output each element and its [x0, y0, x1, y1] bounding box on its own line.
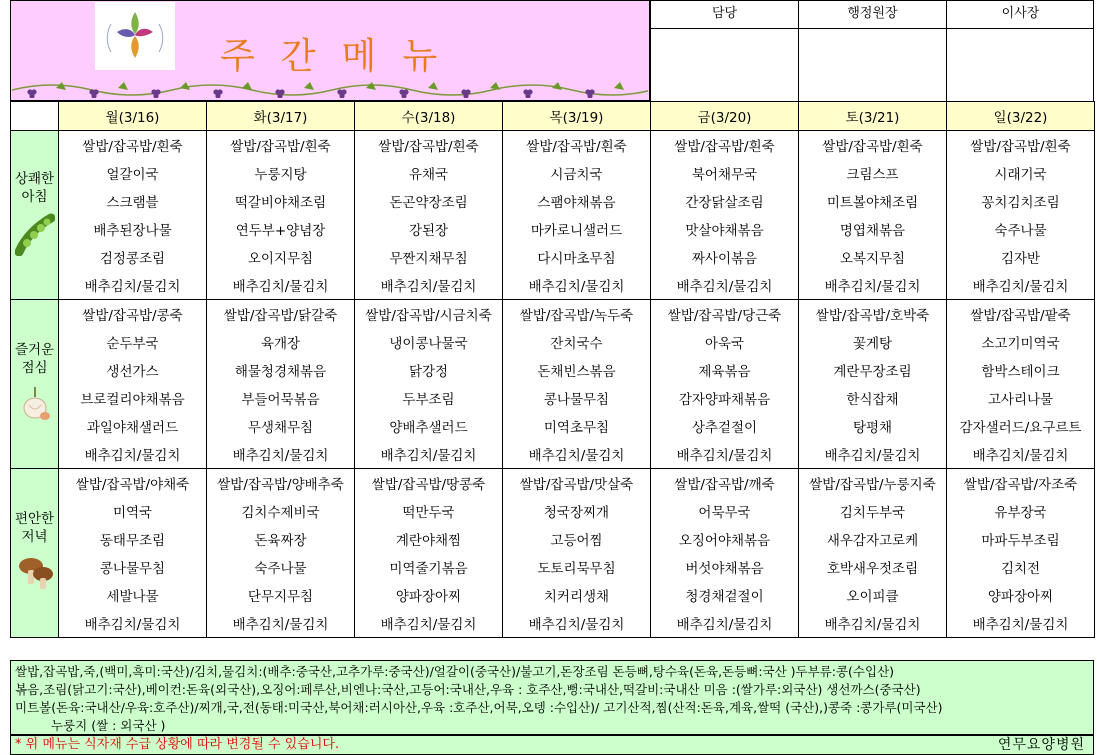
menu-cell: 배추김치/물김치: [503, 271, 651, 300]
menu-cell: 양파장아찌: [355, 581, 503, 609]
menu-cell: 시금치국: [503, 159, 651, 187]
approval-director-label: 이사장: [946, 1, 1094, 29]
notice-text: * 위 메뉴는 식자재 수급 상황에 따라 변경될 수 있습니다.: [15, 737, 340, 752]
menu-cell: 청국장찌개: [503, 497, 651, 525]
menu-cell: 쌀밥/잡곡밥/흰죽: [799, 131, 947, 160]
menu-cell: 마파두부조림: [947, 525, 1095, 553]
menu-cell: 감자샐러드/요구르트: [947, 412, 1095, 440]
menu-cell: 두부조림: [355, 384, 503, 412]
meal-label-text: 상쾌한: [14, 170, 55, 187]
menu-cell: 과일야채샐러드: [59, 412, 207, 440]
menu-cell: 스팸야채볶음: [503, 187, 651, 215]
menu-cell: 꽃게탕: [799, 328, 947, 356]
menu-cell: 시래기국: [947, 159, 1095, 187]
menu-cell: 유부장국: [947, 497, 1095, 525]
menu-cell: 버섯야채볶음: [651, 553, 799, 581]
menu-cell: 꽁치김치조림: [947, 187, 1095, 215]
menu-cell: 동태무조림: [59, 525, 207, 553]
menu-cell: 세발나물: [59, 581, 207, 609]
menu-cell: 배추김치/물김치: [947, 271, 1095, 300]
origin-line: 미트볼(돈육:국내산/우육:호주산)/찌개,국,전(동태:미국산,북어채:러시아산,우육 :호주산,어묵,오뎅 :수입산)/ 고기산적,찜(산적:돈육,계육,쌀떡 (국산),)콩죽 :콩가루(미국산): [15, 700, 943, 715]
menu-cell: 오징어야채볶음: [651, 525, 799, 553]
meal-label: [11, 300, 59, 469]
menu-cell: 단무지무침: [207, 581, 355, 609]
menu-cell: 제육볶음: [651, 356, 799, 384]
menu-cell: 생선가스: [59, 356, 207, 384]
menu-cell: 쌀밥/잡곡밥/야채죽: [59, 469, 207, 498]
menu-cell: 쌀밥/잡곡밥/팥죽: [947, 300, 1095, 329]
origin-line: 쌀밥,잡곡밥,죽,(백미,흑미:국산)/김치,물김치:(배추:중국산,고추가루:중국산)/얼갈이(중국산)/불고기,돈장조림 돈등뼈,탕수육(돈육,돈등뼈:국산 )두부류:콩(수입산): [15, 664, 895, 679]
menu-cell: 쌀밥/잡곡밥/흰죽: [59, 131, 207, 160]
menu-cell: 한식잡채: [799, 384, 947, 412]
menu-cell: 계란야채찜: [355, 525, 503, 553]
menu-cell: 스크램블: [59, 187, 207, 215]
menu-cell: 명엽채볶음: [799, 215, 947, 243]
menu-cell: 쌀밥/잡곡밥/당근죽: [651, 300, 799, 329]
menu-cell: 고사리나물: [947, 384, 1095, 412]
menu-cell: 돈육짜장: [207, 525, 355, 553]
weekly-menu-table: [10, 101, 1095, 638]
day-header: 일(3/22): [947, 102, 1095, 131]
menu-cell: 배추김치/물김치: [207, 609, 355, 638]
menu-cell: 부들어묵볶음: [207, 384, 355, 412]
menu-cell: 배추김치/물김치: [207, 271, 355, 300]
page-title: 주간메뉴: [220, 36, 464, 77]
menu-cell: 미역줄기볶음: [355, 553, 503, 581]
approval-admin-label: 행정원장: [798, 1, 946, 29]
menu-cell: 미트볼야채조림: [799, 187, 947, 215]
approval-admin-sign[interactable]: [798, 29, 946, 102]
menu-cell: 쌀밥/잡곡밥/호박죽: [799, 300, 947, 329]
corner-cell: [11, 102, 59, 131]
menu-cell: 새우감자고로케: [799, 525, 947, 553]
menu-cell: 양배추샐러드: [355, 412, 503, 440]
approval-manager-sign[interactable]: [650, 29, 798, 102]
menu-cell: 배추김치/물김치: [947, 609, 1095, 638]
menu-cell: 해물청경채볶음: [207, 356, 355, 384]
notice-bar: [10, 735, 1094, 755]
flower-logo-icon: [95, 2, 175, 70]
menu-cell: 김치수제비국: [207, 497, 355, 525]
menu-cell: 유채국: [355, 159, 503, 187]
menu-cell: 다시마초무침: [503, 243, 651, 271]
hospital-name: 연무요양병원: [997, 737, 1085, 753]
menu-cell: 숙주나물: [207, 553, 355, 581]
menu-cell: 크림스프: [799, 159, 947, 187]
menu-cell: 고등어찜: [503, 525, 651, 553]
day-header: 목(3/19): [503, 102, 651, 131]
menu-cell: 순두부국: [59, 328, 207, 356]
menu-cell: 냉이콩나물국: [355, 328, 503, 356]
menu-cell: 연두부+양념장: [207, 215, 355, 243]
menu-cell: 누룽지탕: [207, 159, 355, 187]
menu-cell: 콩나물무침: [59, 553, 207, 581]
menu-cell: 얼갈이국: [59, 159, 207, 187]
menu-cell: 북어채무국: [651, 159, 799, 187]
menu-cell: 오이지무침: [207, 243, 355, 271]
menu-cell: 호박새우젓조림: [799, 553, 947, 581]
menu-cell: 계란무장조림: [799, 356, 947, 384]
menu-cell: 브로컬리야채볶음: [59, 384, 207, 412]
menu-cell: 배추김치/물김치: [651, 440, 799, 469]
menu-cell: 치커리생채: [503, 581, 651, 609]
menu-cell: 배추김치/물김치: [59, 271, 207, 300]
menu-cell: 배추김치/물김치: [355, 271, 503, 300]
menu-cell: 무생채무침: [207, 412, 355, 440]
menu-cell: 쌀밥/잡곡밥/콩죽: [59, 300, 207, 329]
menu-cell: 도토리묵무침: [503, 553, 651, 581]
day-header: 월(3/16): [59, 102, 207, 131]
menu-cell: 배추김치/물김치: [355, 609, 503, 638]
menu-cell: 돈채빈스볶음: [503, 356, 651, 384]
menu-cell: 배추김치/물김치: [947, 440, 1095, 469]
menu-cell: 육개장: [207, 328, 355, 356]
menu-cell: 쌀밥/잡곡밥/깨죽: [651, 469, 799, 498]
menu-cell: 잔치국수: [503, 328, 651, 356]
menu-cell: 배추된장나물: [59, 215, 207, 243]
menu-cell: 오이피클: [799, 581, 947, 609]
garlic-icon: [11, 383, 58, 428]
menu-cell: 검정콩조림: [59, 243, 207, 271]
day-header: 토(3/21): [799, 102, 947, 131]
menu-cell: 감자양파채볶음: [651, 384, 799, 412]
menu-cell: 간장닭살조림: [651, 187, 799, 215]
menu-cell: 배추김치/물김치: [503, 609, 651, 638]
menu-cell: 쌀밥/잡곡밥/자조죽: [947, 469, 1095, 498]
vine-decoration: [12, 72, 648, 98]
menu-cell: 쌀밥/잡곡밥/흰죽: [651, 131, 799, 160]
menu-cell: 미역국: [59, 497, 207, 525]
menu-cell: 배추김치/물김치: [355, 440, 503, 469]
menu-cell: 김자반: [947, 243, 1095, 271]
meal-label: [11, 131, 59, 300]
day-header: 화(3/17): [207, 102, 355, 131]
menu-cell: 김치두부국: [799, 497, 947, 525]
origin-info: [10, 660, 1094, 735]
menu-cell: 김치전: [947, 553, 1095, 581]
menu-cell: 강된장: [355, 215, 503, 243]
menu-cell: 오복지무침: [799, 243, 947, 271]
menu-cell: 배추김치/물김치: [799, 271, 947, 300]
menu-cell: 숙주나물: [947, 215, 1095, 243]
menu-cell: 소고기미역국: [947, 328, 1095, 356]
hospital-logo: [95, 2, 175, 70]
menu-cell: 함박스테이크: [947, 356, 1095, 384]
menu-cell: 배추김치/물김치: [59, 440, 207, 469]
menu-cell: 콩나물무침: [503, 384, 651, 412]
approval-box: [650, 0, 1094, 101]
meal-label-text: 아침: [21, 188, 48, 205]
menu-cell: 배추김치/물김치: [503, 440, 651, 469]
menu-cell: 쌀밥/잡곡밥/흰죽: [503, 131, 651, 160]
menu-cell: 배추김치/물김치: [651, 609, 799, 638]
menu-cell: 떡갈비야채조림: [207, 187, 355, 215]
approval-director-sign[interactable]: [946, 29, 1094, 102]
menu-cell: 마카로니샐러드: [503, 215, 651, 243]
menu-cell: 쌀밥/잡곡밥/양배추죽: [207, 469, 355, 498]
menu-cell: 쌀밥/잡곡밥/흰죽: [207, 131, 355, 160]
menu-cell: 쌀밥/잡곡밥/흰죽: [355, 131, 503, 160]
menu-cell: 배추김치/물김치: [207, 440, 355, 469]
menu-cell: 쌀밥/잡곡밥/녹두죽: [503, 300, 651, 329]
menu-cell: 배추김치/물김치: [799, 440, 947, 469]
menu-cell: 짜사이볶음: [651, 243, 799, 271]
peapod-icon: [11, 212, 58, 261]
origin-line: 누룽지 (쌀 : 외국산 ): [51, 718, 166, 733]
menu-cell: 떡만두국: [355, 497, 503, 525]
menu-cell: 돈곤약장조림: [355, 187, 503, 215]
grape-vine-icon: [12, 72, 648, 98]
menu-cell: 배추김치/물김치: [651, 271, 799, 300]
menu-cell: 배추김치/물김치: [799, 609, 947, 638]
meal-label: [11, 469, 59, 638]
menu-cell: 청경채겉절이: [651, 581, 799, 609]
meal-label-text: 편안한: [14, 510, 55, 527]
menu-cell: 무짠지채무침: [355, 243, 503, 271]
day-header: 금(3/20): [651, 102, 799, 131]
menu-cell: 아욱국: [651, 328, 799, 356]
menu-cell: 상추겉절이: [651, 412, 799, 440]
menu-cell: 쌀밥/잡곡밥/시금치죽: [355, 300, 503, 329]
origin-line: 볶음,조림(닭고기:국산),베이컨:돈육(외국산),오징어:페루산,비엔나:국산,고등어:국내산,우육 : 호주산,뻥:국내산,떡갈비:국내산 미음 :(쌀가루:외국산) 생선까스(중국산): [15, 682, 921, 697]
menu-cell: 탕평채: [799, 412, 947, 440]
menu-cell: 배추김치/물김치: [59, 609, 207, 638]
meal-label-text: 저녁: [21, 528, 48, 545]
day-header: 수(3/18): [355, 102, 503, 131]
menu-cell: 쌀밥/잡곡밥/닭갈죽: [207, 300, 355, 329]
menu-cell: 미역초무침: [503, 412, 651, 440]
menu-cell: 어묵무국: [651, 497, 799, 525]
menu-cell: 쌀밥/잡곡밥/맛살죽: [503, 469, 651, 498]
meal-label-text: 점심: [21, 359, 48, 376]
approval-manager-label: 담당: [650, 1, 798, 29]
menu-cell: 양파장아찌: [947, 581, 1095, 609]
mushroom-icon: [11, 552, 58, 597]
menu-cell: 쌀밥/잡곡밥/흰죽: [947, 131, 1095, 160]
meal-label-text: 즐거운: [14, 341, 55, 358]
menu-cell: 쌀밥/잡곡밥/땅콩죽: [355, 469, 503, 498]
menu-cell: 쌀밥/잡곡밥/누룽지죽: [799, 469, 947, 498]
menu-cell: 닭강정: [355, 356, 503, 384]
menu-cell: 맛살야채볶음: [651, 215, 799, 243]
